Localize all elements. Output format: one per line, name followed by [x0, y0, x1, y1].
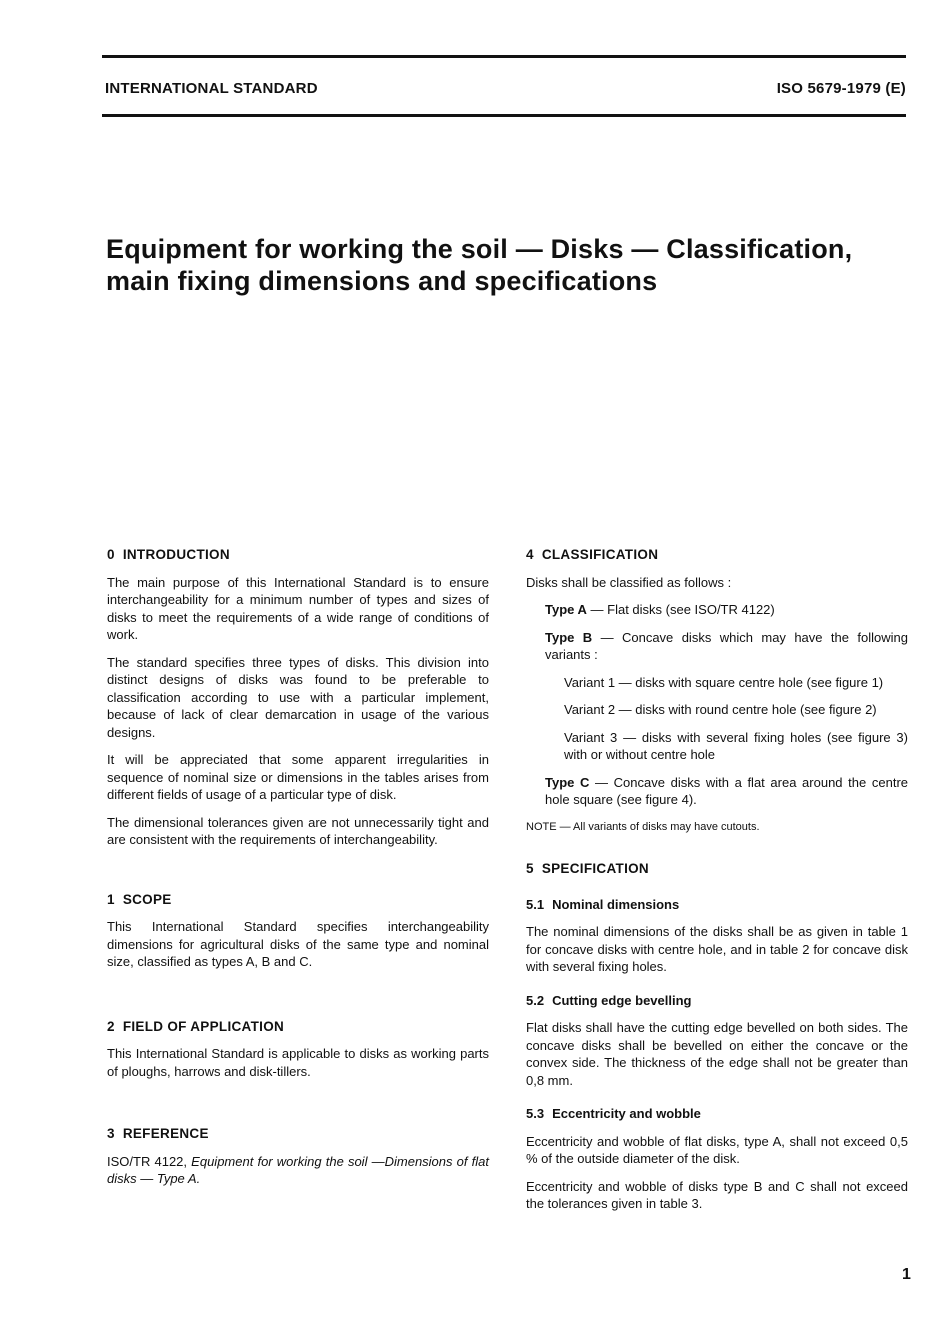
paragraph: This International Standard specifies interchangeability dimensions for agricultural disks of the same type and nominal size, classified as types A, B and C.	[107, 919, 489, 969]
section-reference	[107, 1125, 489, 1188]
paragraph: This International Standard is applicable to disks as working parts of ploughs, harrows and disk-tillers.	[107, 1046, 489, 1079]
subsection-number: 5.2	[526, 992, 545, 1008]
left-column	[107, 546, 489, 1198]
section-heading-introduction	[107, 546, 489, 564]
variant-3-item: Variant 3 — disks with several fixing holes (see figure 3) with or without centre hole	[564, 729, 908, 762]
paragraph: Eccentricity and wobble of disks type B and C shall not exceed the tolerances given in table 3.	[526, 1178, 908, 1211]
title-line-2: main fixing dimensions and specifications	[106, 266, 658, 296]
type-a-text: — Flat disks (see ISO/TR 4122)	[586, 602, 775, 617]
subsection-title: Nominal dimensions	[552, 896, 680, 912]
header-rule-top	[102, 55, 906, 58]
variant-2-item: Variant 2 — disks with round centre hole (see figure 2)	[564, 702, 877, 717]
section-scope	[107, 891, 489, 971]
type-a-label: Type A	[545, 602, 587, 617]
section-title: SCOPE	[122, 891, 172, 907]
section-title: FIELD OF APPLICATION	[122, 1018, 285, 1034]
section-heading-classification	[526, 546, 908, 564]
paragraph: Disks shall be classified as follows :	[526, 574, 732, 590]
section-number: 2	[107, 1018, 115, 1034]
note: NOTE — All variants of disks may have cutouts.	[526, 820, 760, 833]
document-title	[106, 233, 916, 297]
subsection-heading-cutting-edge-bevelling	[526, 992, 908, 1010]
section-introduction	[107, 546, 489, 849]
subsection-heading-nominal-dimensions	[526, 896, 908, 914]
subsection-number: 5.3	[526, 1106, 545, 1121]
section-title: CLASSIFICATION	[541, 547, 659, 562]
reference-code: ISO/TR 4122,	[107, 1153, 192, 1169]
section-heading-specification	[526, 860, 908, 878]
type-b-label: Type B	[545, 629, 593, 645]
subsection-heading-eccentricity-and-wobble	[526, 1105, 908, 1123]
type-b-text: — Concave disks which may have the following variants :	[545, 629, 908, 662]
type-c-text: — Concave disks with a flat area around the centre hole square (see figure 4).	[545, 774, 908, 807]
section-specification	[526, 860, 908, 1213]
type-c-item	[526, 774, 908, 809]
paragraph: The nominal dimensions of the disks shall be as given in table 1 for concave disks with centre hole, and in table 2 for concave disk with several fixing holes.	[526, 924, 908, 974]
section-heading-reference	[107, 1125, 489, 1143]
section-title: REFERENCE	[122, 1126, 209, 1141]
paragraph: Flat disks shall have the cutting edge bevelled on both sides. The concave disks shall be bevelled on either the concave or the convex side. The thickness of the edge shall not be greater than 0,8 mm.	[526, 1020, 908, 1088]
paragraph: The dimensional tolerances given are not unnecessarily tight and are consistent with the requirements of interchangeability.	[107, 814, 489, 847]
section-field-of-application	[107, 1018, 489, 1081]
paragraph: The standard specifies three types of disks. This division into distinct designs of disks was found to be preferable to classification according to use with a particular implement, because of lack of clear demarcation in usage of the various designs.	[107, 654, 489, 740]
reference-title: Equipment for working the soil —Dimensions of flat disks — Type A.	[107, 1153, 490, 1186]
paragraph: The main purpose of this International Standard is to ensure interchangeability for a minimum number of types and sizes of disks to meet the requirements of a wide range of conditions of work.	[107, 574, 489, 642]
subsection-number: 5.1	[526, 896, 545, 912]
paragraph: Eccentricity and wobble of flat disks, type A, shall not exceed 0,5 % of the outside diameter of the disk.	[526, 1133, 908, 1166]
section-number: 3	[107, 1126, 115, 1141]
header-rule-bottom	[102, 114, 906, 117]
header-standard-label: INTERNATIONAL STANDARD	[105, 80, 318, 97]
section-title: INTRODUCTION	[122, 547, 230, 562]
section-number: 0	[107, 547, 115, 562]
right-column	[526, 546, 908, 1223]
section-number: 5	[526, 861, 534, 876]
type-a-item	[526, 601, 908, 619]
section-number: 4	[526, 547, 534, 562]
page-number: 1	[902, 1266, 911, 1283]
section-number: 1	[107, 891, 115, 907]
reference-entry	[107, 1153, 489, 1188]
header-document-number: ISO 5679-1979 (E)	[776, 80, 906, 97]
section-heading-field-of-application	[107, 1018, 489, 1036]
section-classification	[526, 546, 908, 836]
section-title: SPECIFICATION	[541, 861, 649, 876]
type-c-label: Type C	[545, 774, 590, 790]
subsection-title: Eccentricity and wobble	[552, 1106, 701, 1121]
title-line-1: Equipment for working the soil — Disks — Classification,	[106, 234, 853, 264]
subsection-title: Cutting edge bevelling	[552, 992, 692, 1008]
type-b-item	[526, 629, 908, 664]
variant-1-item: Variant 1 — disks with square centre hole (see figure 1)	[564, 674, 884, 690]
paragraph: It will be appreciated that some apparent irregularities in sequence of nominal size or dimensions in the tables arises from different fields of usage of a particular type of disk.	[107, 752, 489, 802]
section-heading-scope	[107, 891, 489, 909]
